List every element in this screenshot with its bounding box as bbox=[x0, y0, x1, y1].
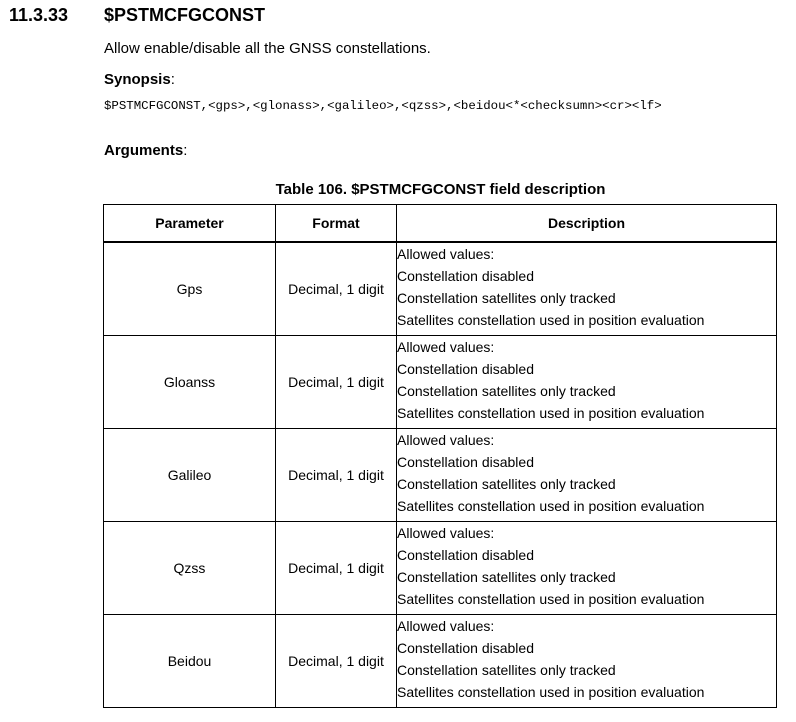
description-cell bbox=[397, 615, 777, 708]
field-description-table bbox=[103, 204, 777, 708]
description-line: Satellites constellation used in position evaluation bbox=[397, 498, 705, 514]
parameter-cell: Beidou bbox=[104, 615, 276, 708]
synopsis-heading-colon: : bbox=[170, 71, 175, 88]
description-line: Constellation disabled bbox=[397, 361, 534, 377]
table-row bbox=[104, 336, 777, 429]
description-cell bbox=[397, 242, 777, 336]
section-number: 11.3.33 bbox=[9, 5, 69, 25]
description-line: Constellation satellites only tracked bbox=[397, 383, 616, 399]
parameter-cell: Qzss bbox=[104, 522, 276, 615]
description-line: Satellites constellation used in position evaluation bbox=[397, 405, 705, 421]
synopsis-heading-label: Synopsis bbox=[104, 71, 171, 88]
format-cell: Decimal, 1 digit bbox=[276, 242, 397, 336]
header-description: Description bbox=[397, 205, 777, 243]
table-row bbox=[104, 522, 777, 615]
parameter-cell: Galileo bbox=[104, 429, 276, 522]
synopsis-command: $PSTMCFGCONST,<gps>,<glonass>,<galileo>,<qzss>,<beidou<*<checksumn><cr><lf> bbox=[104, 99, 662, 113]
table-row bbox=[104, 242, 777, 336]
description-line: Allowed values: bbox=[397, 246, 495, 262]
synopsis-heading bbox=[104, 71, 175, 88]
description-line: Allowed values: bbox=[397, 525, 495, 541]
arguments-heading-colon: : bbox=[183, 142, 188, 159]
format-cell: Decimal, 1 digit bbox=[276, 336, 397, 429]
description-cell bbox=[397, 336, 777, 429]
section-summary: Allow enable/disable all the GNSS constellations. bbox=[104, 40, 431, 57]
description-line: Constellation disabled bbox=[397, 547, 534, 563]
table-row bbox=[104, 615, 777, 708]
description-line: Constellation satellites only tracked bbox=[397, 569, 616, 585]
parameter-cell: Gps bbox=[104, 242, 276, 336]
header-format: Format bbox=[276, 205, 397, 243]
table-header-row bbox=[104, 205, 777, 243]
section-title: $PSTMCFGCONST bbox=[104, 5, 266, 25]
description-line: Allowed values: bbox=[397, 432, 495, 448]
table-row bbox=[104, 429, 777, 522]
header-parameter: Parameter bbox=[104, 205, 276, 243]
description-line: Constellation satellites only tracked bbox=[397, 476, 616, 492]
description-line: Constellation disabled bbox=[397, 268, 534, 284]
description-line: Constellation disabled bbox=[397, 640, 534, 656]
description-line: Satellites constellation used in position evaluation bbox=[397, 312, 705, 328]
arguments-heading bbox=[104, 142, 187, 159]
description-line: Allowed values: bbox=[397, 618, 495, 634]
parameter-cell: Gloanss bbox=[104, 336, 276, 429]
description-line: Constellation disabled bbox=[397, 454, 534, 470]
description-cell bbox=[397, 522, 777, 615]
description-line: Constellation satellites only tracked bbox=[397, 290, 616, 306]
format-cell: Decimal, 1 digit bbox=[276, 429, 397, 522]
description-line: Satellites constellation used in position evaluation bbox=[397, 684, 705, 700]
description-line: Satellites constellation used in position evaluation bbox=[397, 591, 705, 607]
arguments-heading-label: Arguments bbox=[104, 142, 184, 159]
format-cell: Decimal, 1 digit bbox=[276, 615, 397, 708]
table-caption: Table 106. $PSTMCFGCONST field description bbox=[275, 181, 606, 198]
description-cell bbox=[397, 429, 777, 522]
description-line: Constellation satellites only tracked bbox=[397, 662, 616, 678]
description-line: Allowed values: bbox=[397, 339, 495, 355]
format-cell: Decimal, 1 digit bbox=[276, 522, 397, 615]
